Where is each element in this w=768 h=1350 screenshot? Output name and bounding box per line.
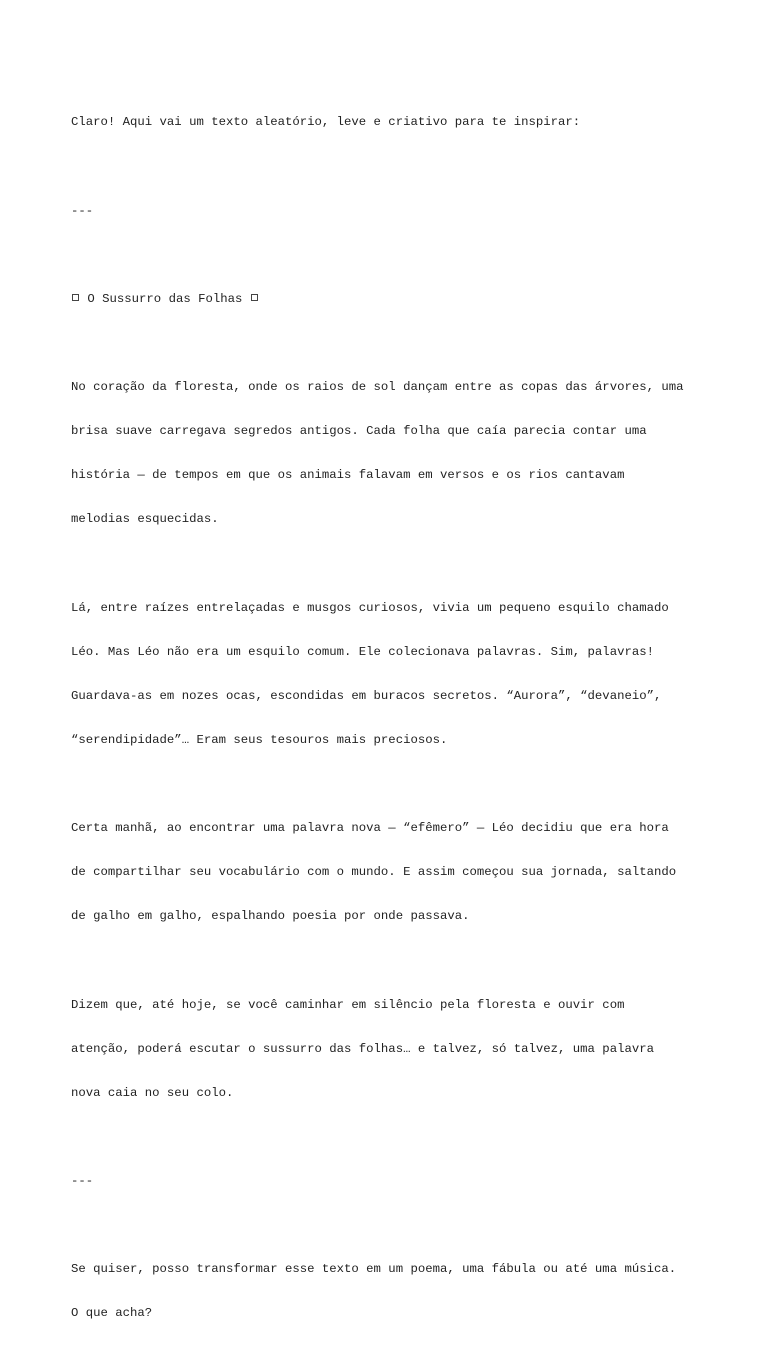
paragraph-line: atenção, poderá escutar o sussurro das folhas… e talvez, só talvez, uma palavra [71,1041,654,1056]
paragraph-line: história — de tempos em que os animais falavam em versos e os rios cantavam [71,468,625,483]
separator-top [71,174,708,248]
paragraph-line: nova caia no seu colo. [71,1085,234,1100]
paragraph-line: Lá, entre raízes entrelaçadas e musgos curiosos, vivia um pequeno esquilo chamado [71,600,669,615]
separator-line: --- [71,1173,94,1188]
intro-text [71,86,708,160]
story-title [71,262,708,336]
paragraph-4 [71,968,708,1130]
paragraph-3 [71,792,708,954]
paragraph-line: “serendipidade”… Eram seus tesouros mais preciosos. [71,732,448,747]
paragraph-line: No coração da floresta, onde os raios de sol dançam entre as copas das árvores, uma [71,380,684,395]
paragraph-line: de compartilhar seu vocabulário com o mundo. E assim começou sua jornada, saltando [71,865,677,880]
intro-line: Claro! Aqui vai um texto aleatório, leve e criativo para te inspirar: [71,115,581,130]
paragraph-line: Certa manhã, ao encontrar uma palavra nova — “efêmero” — Léo decidiu que era hora [71,821,669,836]
paragraph-line: Léo. Mas Léo não era um esquilo comum. Ele colecionava palavras. Sim, palavras! [71,644,654,659]
story-title-line [71,292,708,307]
paragraph-line: brisa suave carregava segredos antigos. Cada folha que caía parecia contar uma [71,424,647,439]
paragraph-line: Guardava-as em nozes ocas, escondidas em buracos secretos. “Aurora”, “devaneio”, [71,688,662,703]
closing-line: Se quiser, posso transformar esse texto em um poema, uma fábula ou até uma música. [71,1262,677,1277]
paragraph-line: Dizem que, até hoje, se você caminhar em silêncio pela floresta e ouvir com [71,997,625,1012]
closing-text [71,1233,708,1350]
paragraph-2 [71,571,708,777]
box-icon [72,294,79,301]
box-icon [251,294,258,301]
separator-line: --- [71,203,94,218]
paragraph-line: de galho em galho, espalhando poesia por onde passava. [71,909,470,924]
paragraph-line: melodias esquecidas. [71,512,219,527]
closing-line: O que acha? [71,1306,153,1321]
paragraph-1 [71,351,708,557]
story-title-text: O Sussurro das Folhas [87,291,243,306]
separator-bottom [71,1145,708,1219]
